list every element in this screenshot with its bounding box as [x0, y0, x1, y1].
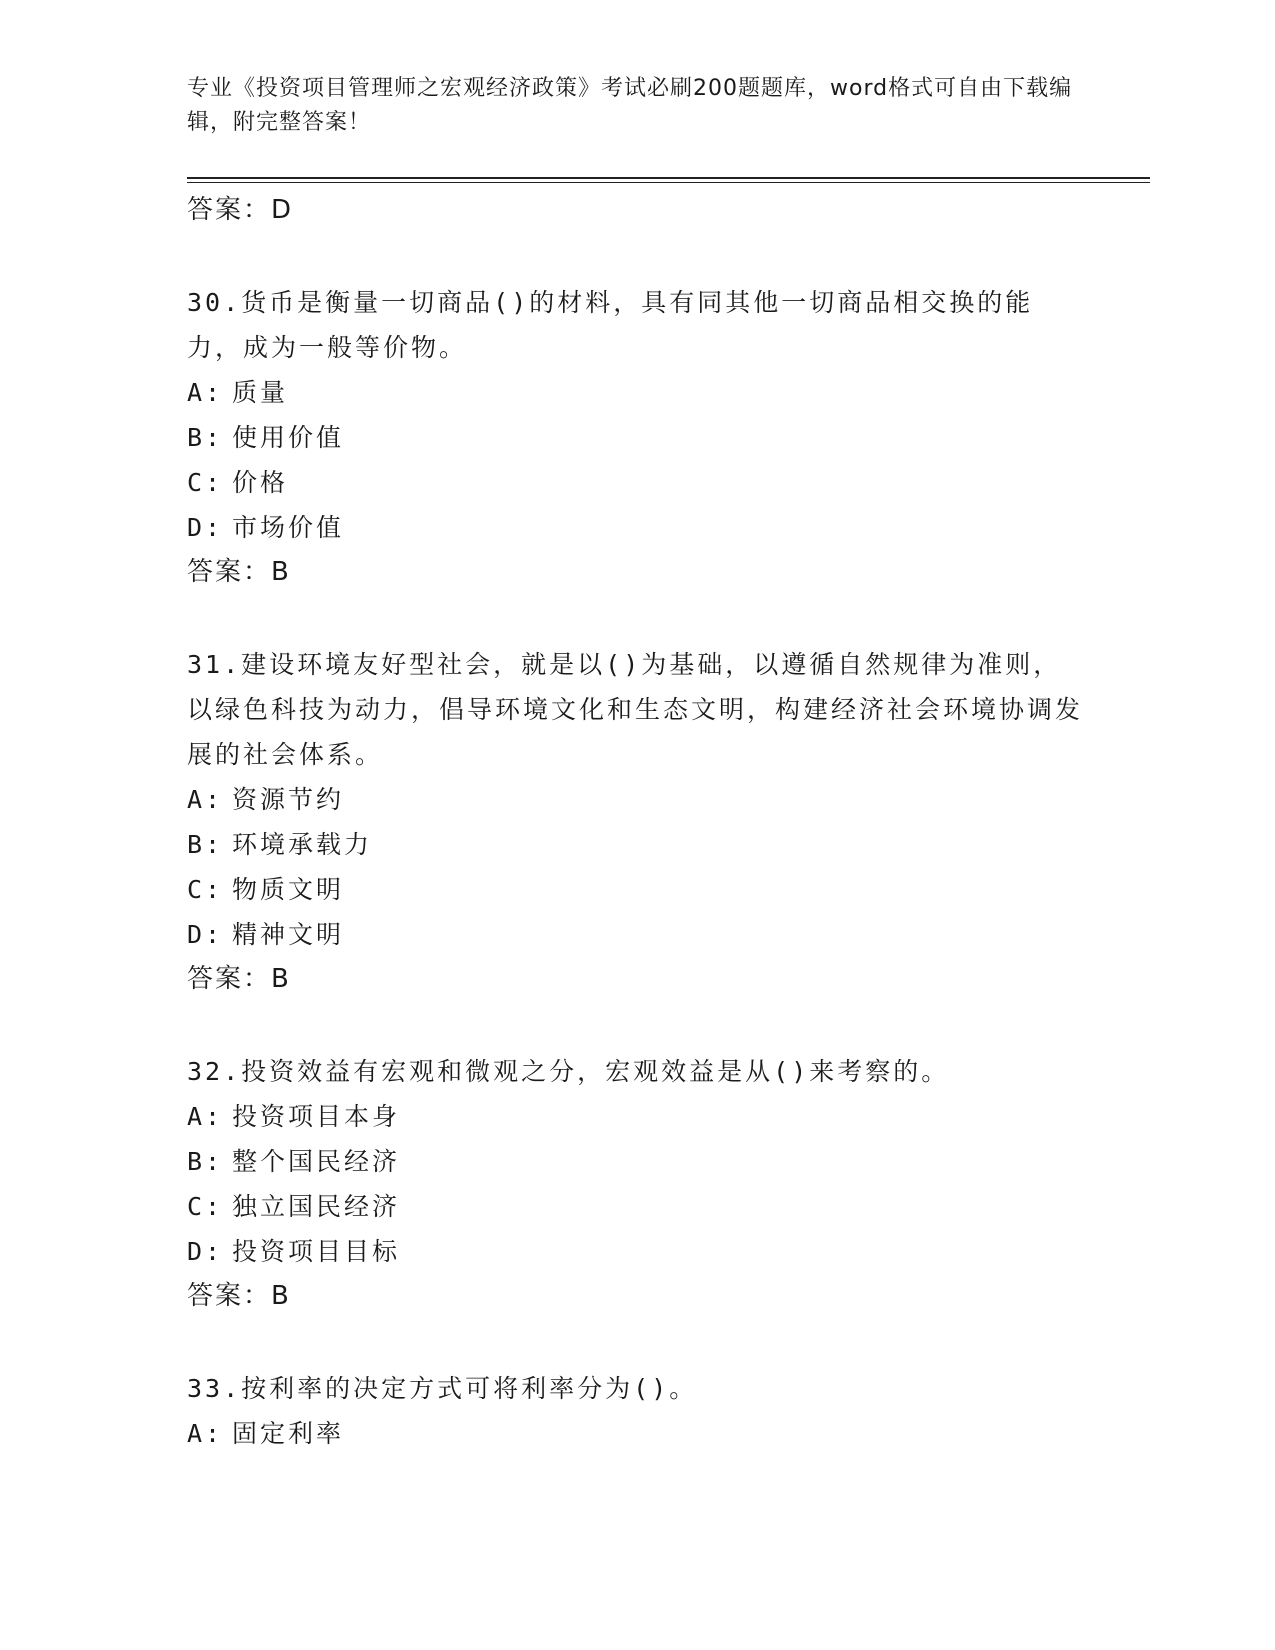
- option-c: [187, 460, 1087, 505]
- option-label: A:: [187, 1419, 224, 1448]
- option-c: [187, 1184, 1087, 1229]
- question-30: [187, 280, 1087, 594]
- question-32: [187, 1049, 1087, 1318]
- option-text: 投资项目目标: [232, 1237, 401, 1266]
- question-stem: 31.建设环境友好型社会，就是以()为基础，以遵循自然规律为准则，以绿色科技为动力，倡导环境文化和生态文明，构建经济社会环境协调发展的社会体系。: [187, 650, 1084, 769]
- option-d: [187, 912, 1087, 957]
- option-label: D:: [187, 1237, 224, 1266]
- option-text: 使用价值: [232, 423, 345, 452]
- document-title: 专业《投资项目管理师之宏观经济政策》考试必刷200题题库，word格式可自由下载编辑，附完整答案！: [187, 76, 1073, 135]
- answer-line: 答案：B: [187, 964, 291, 994]
- option-a: [187, 1411, 1087, 1456]
- option-text: 价格: [232, 468, 289, 497]
- option-c: [187, 867, 1087, 912]
- answer-line: 答案：B: [187, 1281, 291, 1311]
- option-text: 投资项目本身: [232, 1102, 401, 1131]
- question-stem: 32.投资效益有宏观和微观之分，宏观效益是从()来考察的。: [187, 1057, 950, 1086]
- option-d: [187, 505, 1087, 550]
- option-label: B:: [187, 1147, 224, 1176]
- option-label: C:: [187, 1192, 224, 1221]
- option-text: 质量: [232, 378, 289, 407]
- option-text: 物质文明: [232, 875, 345, 904]
- answer-line: 答案：D: [187, 195, 294, 225]
- option-b: [187, 1139, 1087, 1184]
- option-label: A:: [187, 378, 224, 407]
- question-stem: 30.货币是衡量一切商品()的材料，具有同其他一切商品相交换的能力，成为一般等价物。: [187, 288, 1034, 362]
- option-text: 固定利率: [232, 1419, 345, 1448]
- option-label: D:: [187, 920, 224, 949]
- question-stem: 33.按利率的决定方式可将利率分为()。: [187, 1374, 698, 1403]
- option-label: C:: [187, 468, 224, 497]
- option-b: [187, 822, 1087, 867]
- option-text: 独立国民经济: [232, 1192, 401, 1221]
- option-text: 市场价值: [232, 513, 345, 542]
- header-divider: [187, 177, 1150, 183]
- option-label: A:: [187, 1102, 224, 1131]
- option-a: [187, 1094, 1087, 1139]
- option-label: B:: [187, 830, 224, 859]
- option-text: 精神文明: [232, 920, 345, 949]
- page-header: [187, 72, 1077, 140]
- option-text: 环境承载力: [232, 830, 373, 859]
- option-label: C:: [187, 875, 224, 904]
- option-text: 资源节约: [232, 785, 345, 814]
- document-body: [187, 188, 1087, 1456]
- option-d: [187, 1229, 1087, 1274]
- option-b: [187, 415, 1087, 460]
- option-label: A:: [187, 785, 224, 814]
- question-33: [187, 1366, 1087, 1456]
- answer-line: 答案：B: [187, 557, 291, 587]
- option-label: D:: [187, 513, 224, 542]
- question-31: [187, 642, 1087, 1001]
- option-a: [187, 777, 1087, 822]
- option-a: [187, 370, 1087, 415]
- option-text: 整个国民经济: [232, 1147, 401, 1176]
- option-label: B:: [187, 423, 224, 452]
